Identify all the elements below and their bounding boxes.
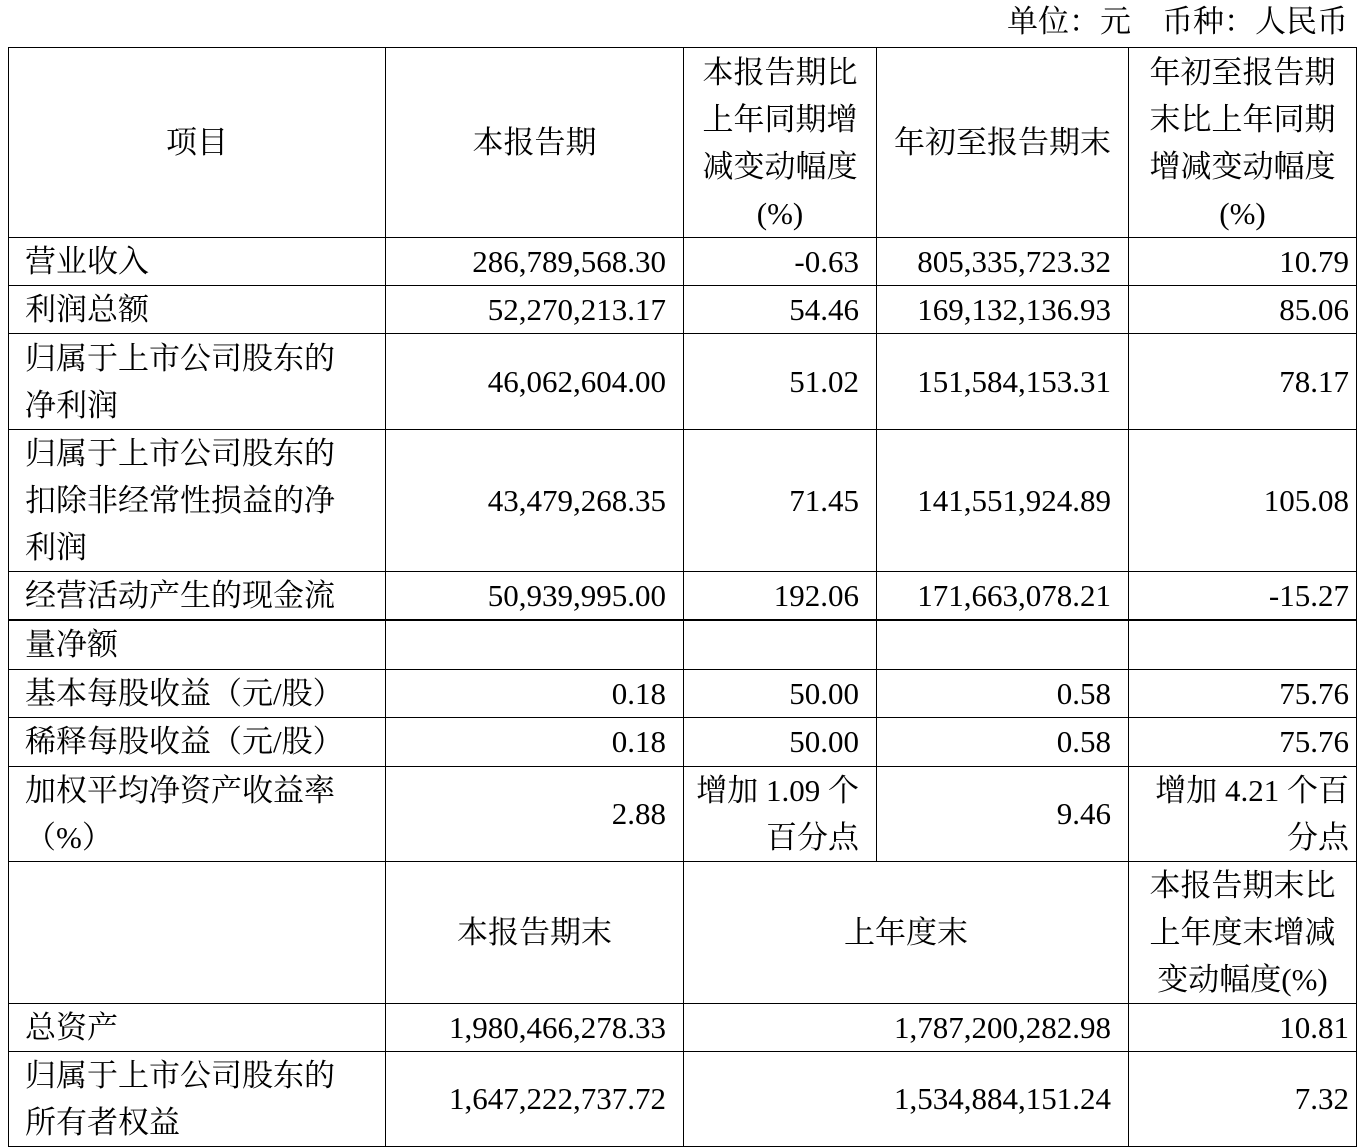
header-ytd-change: 年初至报告期 末比上年同期 增减变动幅度 (%) — [1129, 48, 1357, 238]
current-period-value: 52,270,213.17 — [386, 286, 684, 334]
row-label: 稀释每股收益（元/股） — [9, 717, 386, 766]
prior-year-end-value: 1,787,200,282.98 — [684, 1003, 1129, 1051]
table-row-total-assets — [9, 1003, 1357, 1051]
prior-year-end-value: 1,534,884,151.24 — [684, 1051, 1129, 1146]
ytd-change-value: 增加 4.21 个百 分点 — [1129, 766, 1357, 861]
table-row-operating-cash-flow-continued — [9, 620, 1357, 669]
row-label: 总资产 — [9, 1003, 386, 1051]
header-current-period-change: 本报告期比 上年同期增 减变动幅度 (%) — [684, 48, 877, 238]
row-label: 量净额 — [9, 620, 386, 669]
empty-cell — [877, 620, 1129, 669]
current-period-change-value: 50.00 — [684, 717, 877, 766]
ytd-change-value: 105.08 — [1129, 430, 1357, 572]
header-prior-year-end: 上年度末 — [684, 861, 1129, 1003]
header-current-period: 本报告期 — [386, 48, 684, 238]
ytd-value: 0.58 — [877, 669, 1129, 717]
header-ytd: 年初至报告期末 — [877, 48, 1129, 238]
ytd-change-value: -15.27 — [1129, 572, 1357, 621]
table-row-net-profit-excl-nonrecurring — [9, 430, 1357, 572]
current-period-value: 50,939,995.00 — [386, 572, 684, 621]
current-period-value: 0.18 — [386, 717, 684, 766]
ytd-value: 0.58 — [877, 717, 1129, 766]
row-label: 经营活动产生的现金流 — [9, 572, 386, 621]
ytd-value: 805,335,723.32 — [877, 238, 1129, 286]
row-label: 加权平均净资产收益率 （%） — [9, 766, 386, 861]
row-label: 归属于上市公司股东的 扣除非经常性损益的净 利润 — [9, 430, 386, 572]
table-row-operating-revenue — [9, 238, 1357, 286]
current-period-change-value: 50.00 — [684, 669, 877, 717]
period-end-change-value: 10.81 — [1129, 1003, 1357, 1051]
current-period-change-value: 192.06 — [684, 572, 877, 621]
period-end-value: 1,980,466,278.33 — [386, 1003, 684, 1051]
current-period-value: 46,062,604.00 — [386, 334, 684, 430]
current-period-change-value: 71.45 — [684, 430, 877, 572]
table-row-basic-eps — [9, 669, 1357, 717]
header-item: 项目 — [9, 48, 386, 238]
header-period-end-change: 本报告期末比 上年度末增减 变动幅度(%) — [1129, 861, 1357, 1003]
row-label: 基本每股收益（元/股） — [9, 669, 386, 717]
ytd-change-value: 85.06 — [1129, 286, 1357, 334]
empty-cell — [684, 620, 877, 669]
current-period-change-value: 51.02 — [684, 334, 877, 430]
ytd-value: 169,132,136.93 — [877, 286, 1129, 334]
ytd-change-value: 78.17 — [1129, 334, 1357, 430]
table-row-total-profit — [9, 286, 1357, 334]
current-period-change-value: 54.46 — [684, 286, 877, 334]
period-end-change-value: 7.32 — [1129, 1051, 1357, 1146]
balance-header-row — [9, 861, 1357, 1003]
ytd-value: 141,551,924.89 — [877, 430, 1129, 572]
table-row-equity-attributable — [9, 1051, 1357, 1146]
period-end-value: 1,647,222,737.72 — [386, 1051, 684, 1146]
table-header-row — [9, 48, 1357, 238]
ytd-change-value: 75.76 — [1129, 669, 1357, 717]
unit-note: 单位：元 币种：人民币 — [1007, 4, 1348, 39]
empty-cell — [9, 861, 386, 1003]
financial-table — [8, 47, 1357, 1147]
empty-cell — [386, 620, 684, 669]
current-period-change-value: -0.63 — [684, 238, 877, 286]
row-label: 营业收入 — [9, 238, 386, 286]
table-row-operating-cash-flow — [9, 572, 1357, 621]
ytd-value: 9.46 — [877, 766, 1129, 861]
current-period-change-value: 增加 1.09 个 百分点 — [684, 766, 877, 861]
current-period-value: 43,479,268.35 — [386, 430, 684, 572]
table-body — [9, 48, 1357, 1147]
ytd-change-value: 75.76 — [1129, 717, 1357, 766]
row-label: 归属于上市公司股东的 所有者权益 — [9, 1051, 386, 1146]
ytd-change-value: 10.79 — [1129, 238, 1357, 286]
row-label: 利润总额 — [9, 286, 386, 334]
current-period-value: 286,789,568.30 — [386, 238, 684, 286]
row-label: 归属于上市公司股东的 净利润 — [9, 334, 386, 430]
empty-cell — [1129, 620, 1357, 669]
ytd-value: 171,663,078.21 — [877, 572, 1129, 621]
current-period-value: 0.18 — [386, 669, 684, 717]
ytd-value: 151,584,153.31 — [877, 334, 1129, 430]
header-period-end: 本报告期末 — [386, 861, 684, 1003]
table-row-diluted-eps — [9, 717, 1357, 766]
table-row-net-profit-attributable — [9, 334, 1357, 430]
table-row-weighted-roe — [9, 766, 1357, 861]
current-period-value: 2.88 — [386, 766, 684, 861]
